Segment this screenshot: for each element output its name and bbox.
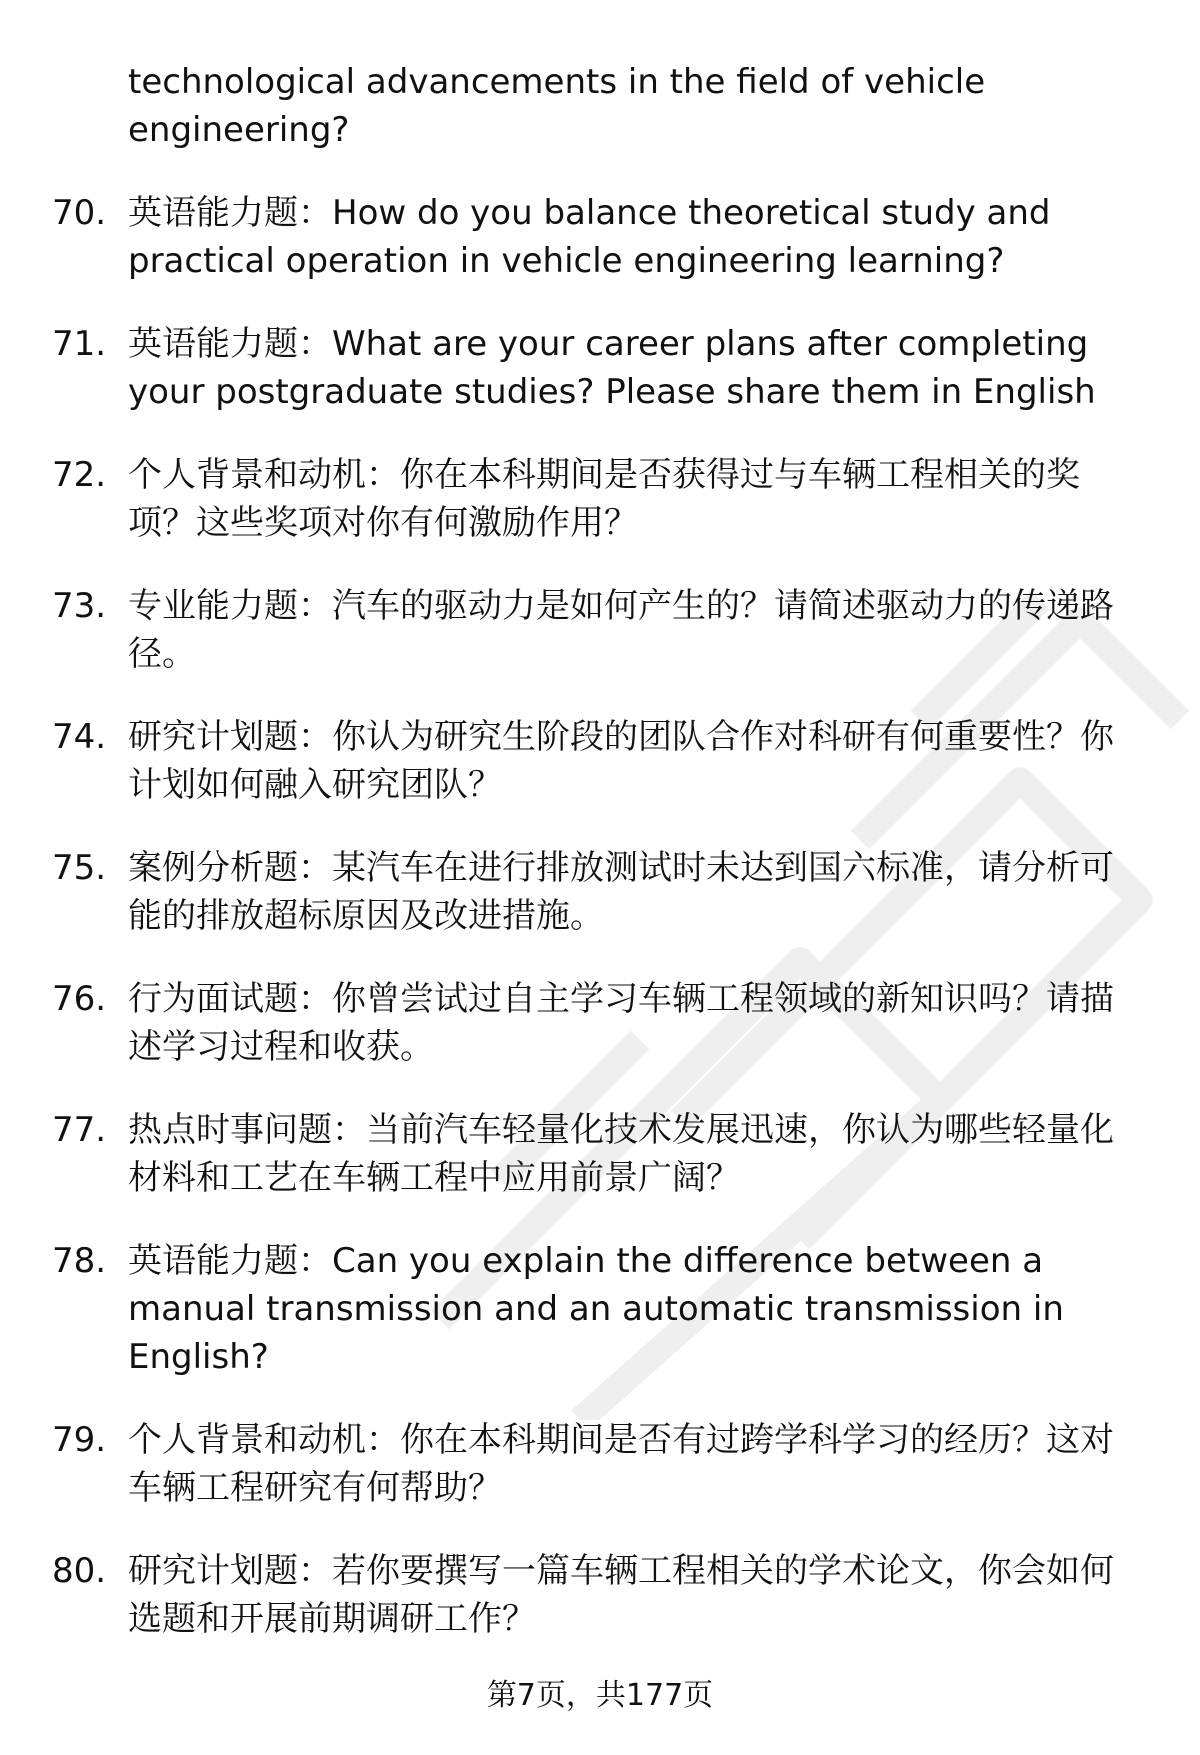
list-item: [0, 713, 1200, 809]
page-number-footer: 第7页，共177页: [486, 1678, 714, 1713]
list-item: [0, 975, 1200, 1071]
list-item: [0, 451, 1200, 547]
list-item: [0, 1106, 1200, 1202]
item-number: 71.: [52, 324, 107, 364]
list-item: [0, 1547, 1200, 1643]
list-item: [0, 1416, 1200, 1512]
item-text: 英语能力题：Can you explain the difference between a manual transmission and an automatic transmission in English?: [128, 1241, 1064, 1377]
item-text: 研究计划题：若你要撰写一篇车辆工程相关的学术论文，你会如何选题和开展前期调研工作？: [128, 1551, 1114, 1639]
item-text: 案例分析题：某汽车在进行排放测试时未达到国六标准，请分析可能的排放超标原因及改进措施。: [128, 848, 1114, 936]
item-text: 热点时事问题：当前汽车轻量化技术发展迅速，你认为哪些轻量化材料和工艺在车辆工程中应用前景广阔？: [128, 1110, 1114, 1198]
item-number: 70.: [52, 193, 107, 233]
list-item: [0, 582, 1200, 678]
item-number: 75.: [52, 848, 107, 888]
continued-question-text: technological advancements in the field of vehicle engineering?: [128, 62, 986, 150]
item-number: 80.: [52, 1551, 107, 1591]
item-text: 个人背景和动机：你在本科期间是否有过跨学科学习的经历？这对车辆工程研究有何帮助？: [128, 1420, 1114, 1508]
item-number: 79.: [52, 1420, 107, 1460]
item-number: 74.: [52, 717, 107, 757]
item-number: 77.: [52, 1110, 107, 1150]
item-text: 英语能力题：How do you balance theoretical study and practical operation in vehicle engineering learning?: [128, 193, 1051, 281]
item-number: 76.: [52, 979, 107, 1019]
question-list: [0, 58, 1200, 1643]
list-item: [0, 1237, 1200, 1381]
item-text: 英语能力题：What are your career plans after completing your postgraduate studies? Please share them in English: [128, 324, 1096, 412]
item-text: 专业能力题：汽车的驱动力是如何产生的？请简述驱动力的传递路径。: [128, 586, 1114, 674]
item-number: 73.: [52, 586, 107, 626]
item-number: 78.: [52, 1241, 107, 1281]
item-number: 72.: [52, 455, 107, 495]
item-text: 研究计划题：你认为研究生阶段的团队合作对科研有何重要性？你计划如何融入研究团队？: [128, 717, 1114, 805]
item-text: 行为面试题：你曾尝试过自主学习车辆工程领域的新知识吗？请描述学习过程和收获。: [128, 979, 1114, 1067]
list-item: [0, 189, 1200, 285]
list-item: [0, 320, 1200, 416]
list-item: [0, 844, 1200, 940]
item-text: 个人背景和动机：你在本科期间是否获得过与车辆工程相关的奖项？这些奖项对你有何激励作用？: [128, 455, 1080, 543]
